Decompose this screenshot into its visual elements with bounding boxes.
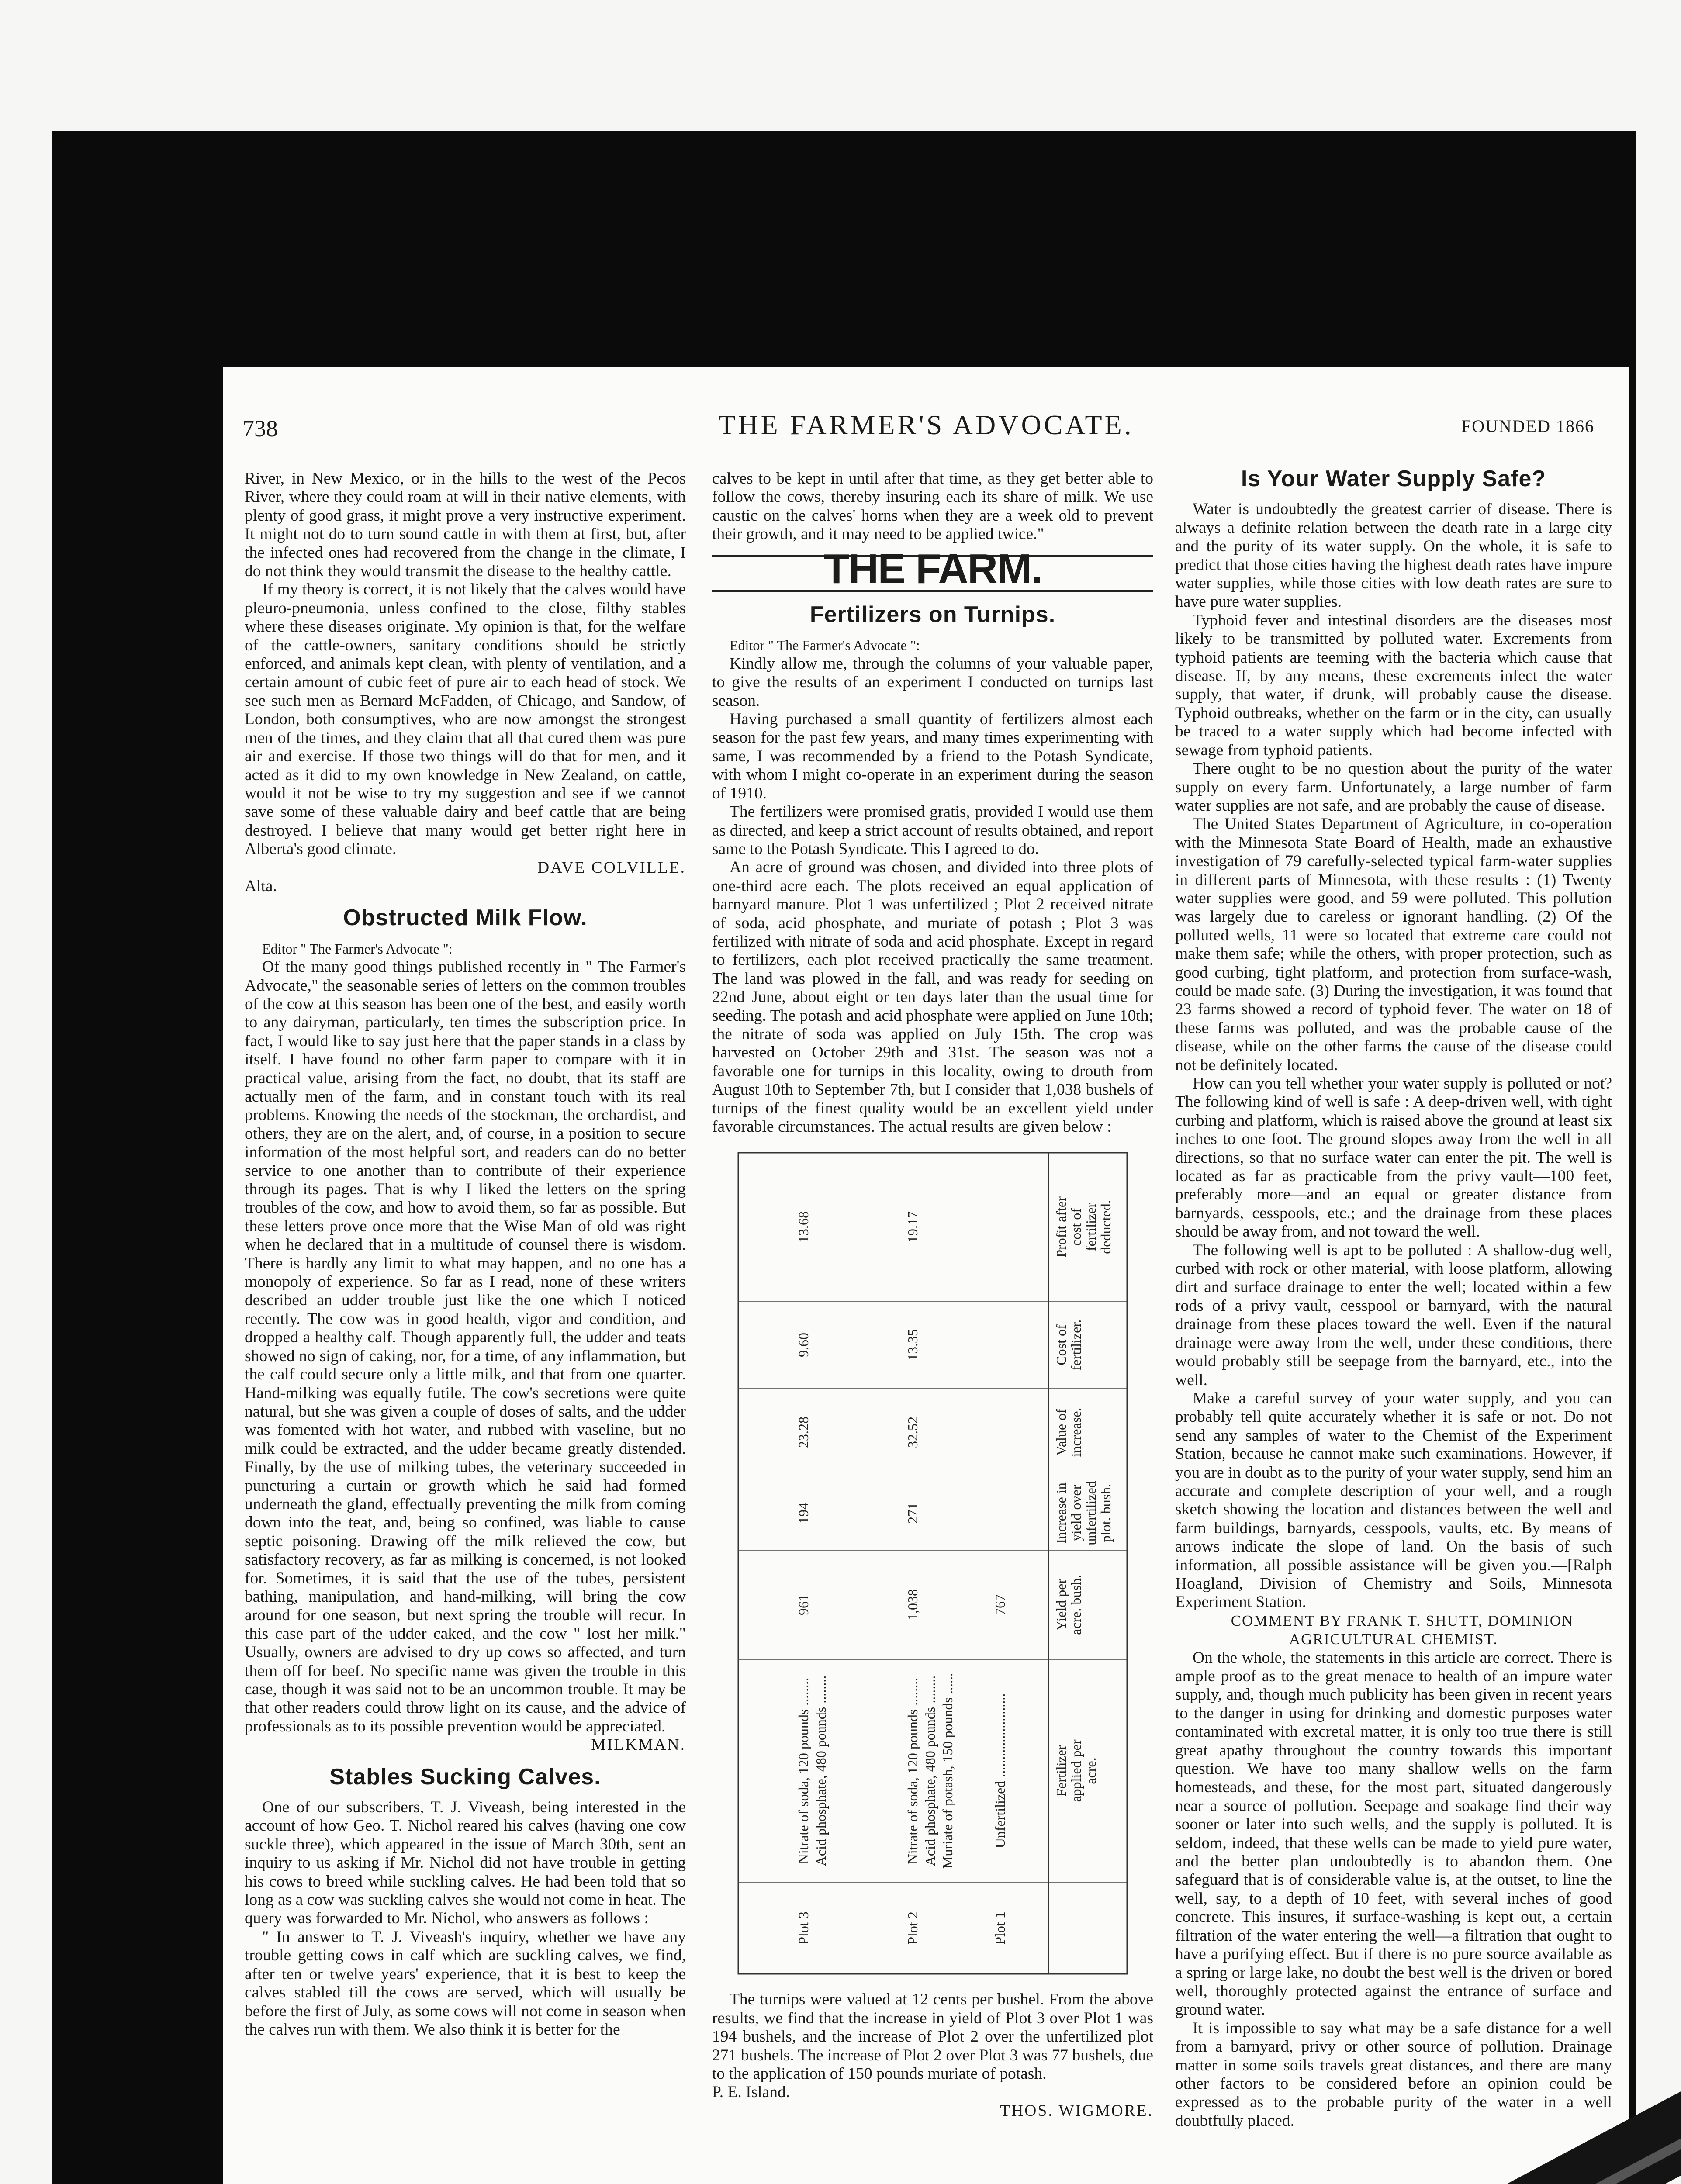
comment-heading: COMMENT BY FRANK T. SHUTT, DOMINION AGRICULTURAL CHEMIST. [1231,1612,1574,1648]
table-header-cell: Increase in [1053,1482,1069,1544]
table-value-cell: 23.28 [796,1417,811,1448]
table-header-cell: Profit after [1053,1196,1069,1258]
paragraph: The United States Department of Agriculture, in co-operation with the Minnesota State Board of Health, made an exhaustive investigation of 79 carefully-selected typical farm-water supplies in different parts of Minnesota, with these results : (1) Twenty water supplies were good, and 59 were polluted. This pollution was largely due to careless or ignorant handling. (2) Of the polluted wells, 11 were so located that extreme care could not make them safe; while the others, with proper protection, such as good curbing, tight platform, and protection from surface-wash, could be made safe. (3) During the investigation, it was found that 23 farms showed a record of typhoid fever. The water on 18 of these farms was polluted, and was the probable cause of the disease, while on the other farms the cause of the disease could not be definitely located. [1175,815,1612,1074]
table-yield-cell: 961 [796,1594,811,1616]
table-header-cell: Fertilizer [1053,1745,1069,1797]
table-header-cell: fertilizer [1083,1203,1099,1251]
calves-continuation: calves to be kept in until after that time, as they get better able to follow the cows, thereby insuring each its share of milk. We use caustic on the calves' horns when they are a week old to prevent their growth, and it may need to be applied twice." [712,470,1153,543]
table-fertilizer-cell: Acid phosphate, 480 pounds ........ [922,1676,938,1866]
editor-salutation: Editor " The Farmer's Advocate ": [262,940,453,957]
article-title-milk-flow: Obstructed Milk Flow. [343,905,588,931]
letter-signature: DAVE COLVILLE. [537,858,686,877]
article-title-water: Is Your Water Supply Safe? [1241,466,1546,491]
table-plot-label: Plot 3 [796,1911,811,1945]
table-header-cell: plot. bush. [1098,1484,1114,1543]
column-left [245,470,686,2039]
table-cost-cell: 13.35 [905,1329,920,1361]
letter-place: Alta. [245,877,277,895]
section-banner [712,545,1153,592]
table-header-cell: acre. [1083,1757,1099,1785]
table-plot-label: Plot 2 [905,1911,920,1945]
letter-continuation: River, in New Mexico, or in the hills to the west of the Pecos River, where they could roam at will in their native elements, with plenty of good grass, it might prove a very instructive experiment. It might not do to turn sound cattle in with them at first, but, after the infected ones had recovered from the change in the climate, I do not think they would transmit the disease to the healthy cattle. [245,470,686,581]
table-yield-cell: 767 [992,1594,1008,1616]
table-profit-cell: 13.68 [796,1211,811,1243]
paragraph: Typhoid fever and intestinal disorders are the diseases most likely to be transmitted by polluted water. Excrements from typhoid patients are teeming with the bacteria which cause that disease. If, by any means, these excrements infect the water supply, that water, if drunk, will probably cause the disease. Typhoid outbreaks, whether on the farm or in the city, can usually be traced to a water supply which had become infected with sewage from typhoid patients. [1175,611,1612,759]
paragraph: It is impossible to say what may be a safe distance for a well from a barnyard, privy or other source of pollution. Drainage matter in some soils travels great distances, and there are many other factors to be considered before an opinion could be expressed as to the probable purity of the water in a well doubtfully placed. [1175,2019,1612,2130]
table-fertilizer-cell: Muriate of potash, 150 pounds ...... [940,1673,955,1869]
paragraph: There ought to be no question about the purity of the water supply on every farm. Unfortunately, a large number of farm water supplies are not safe, and are probably the cause of disease. [1175,760,1612,815]
paragraph: On the whole, the statements in this article are correct. There is ample proof as to the great menace to health of an impure water supply, and, though much publicity has been given in recent years to the danger in using for drinking and domestic purposes water contaminated with excretal matter, it is only too true there is still great apathy throughout the country towards this important question. We have too many shallow wells on the farm homesteads, and these, for the most part, situated dangerously near a source of pollution. Seepage and soakage find their way sooner or later into such wells, and the supply is polluted. It is seldom, indeed, that these wells can be made to yield pure water, and the better plan undoubtedly is to abandon them. One safeguard that is of considerable value is, at the outset, to line the well, say, to a depth of 10 feet, with several inches of good concrete. This insures, if surface-washing is kept out, a certain filtration of the water entering the well—a filtration that ought to have a purifying effect. But if there is no pure source available as a spring or large lake, no doubt the best well is the driven or bored well, thoroughly protected against the entrance of surface and ground water. [1175,1648,1612,2019]
paragraph: The fertilizers were promised gratis, provided I would use them as directed, and keep a strict account of results obtained, and report same to the Potash Syndicate. This I agreed to do. [712,803,1153,858]
scan-margin-top [0,0,1681,131]
article-signature-milkman: MILKMAN. [591,1736,686,1754]
paragraph: An acre of ground was chosen, and divided into three plots of one-third acre each. The plots received an equal application of barnyard manure. Plot 1 was unfertilized ; Plot 2 received nitrate of soda, acid phosphate, and muriate of potash ; Plot 3 was fertilized with nitrate of soda and acid phosphate. Except in regard to fertilizers, each plot received practically the same treatment. The land was plowed in the fall, and was ready for seeding on 22nd June, about eight or ten days later than the usual time for seeding. The potash and acid phosphate were applied on June 10th; the nitrate of soda was applied on July 15th. The crop was harvested on October 29th and 31st. The season was not a favorable one for turnips in this locality, owing to drouth from August 10th to September 7th, but I consider that 1,038 bushels of turnips of the finest quality would be an excellent yield under favorable circumstances. The actual results are given below : [712,858,1153,1136]
table-increase-cell: 271 [905,1503,920,1524]
paragraph: Kindly allow me, through the columns of your valuable paper, to give the results of an experiment I conducted on turnips last season. [712,654,1153,710]
table-increase-cell: 194 [796,1503,811,1524]
paragraph: The following well is apt to be polluted : A shallow-dug well, curbed with rock or other material, with loose platform, allowing dirt and surface drainage to enter the well; located within a few rods of a privy vault, cesspool or barnyard, with the natural drainage from these places toward the well. Even if the natural drainage were away from the well, under these conditions, there would probably still be seepage from the barnyard, etc., into the well. [1175,1241,1612,1389]
article-title-calves: Stables Sucking Calves. [329,1764,601,1790]
table-header-cell: deducted. [1098,1200,1114,1254]
table-cost-cell: 9.60 [796,1333,811,1358]
article-body-calves: One of our subscribers, T. J. Viveash, being interested in the account of how Geo. T. Nichol reared his calves (having one cow suckle three), which appeared in the issue of March 30th, sent an inquiry to us asking if Mr. Nichol did not have trouble in getting his cows to breed while suckling calves. He had been told that so long as a cow was suckling calves she would not come in heat. The query was forwarded to Mr. Nichol, who answers as follows : [245,1798,686,1928]
article-body-milk-flow: Of the many good things published recently in " The Farmer's Advocate," the seasonable series of letters on the common troubles of the cow at this season has been one of the best, and easily worth to any dairyman, particularly, ten times the subscription price. In fact, I would like to say just here that the paper stands in a class by itself. I have found no other farm paper to compare with it in practical value, arising from the fact, no doubt, that its staff are actually men of the farm, and in constant touch with its real problems. Knowing the needs of the stockman, the orchardist, and others, they are on the alert, and, of course, in a position to secure information of the most helpful sort, and readers can do no better service to one another than to contribute of their experience through its pages. That is why I liked the letters on the spring troubles of the cow, and how to avoid them, so far as possible. But these letters prove once more that the Wise Man of old was right when he declared that in a multitude of counsel there is wisdom. There is hardly any limit to what may happen, and no one has a monopoly of experience. So far as I read, none of these writers described an udder trouble just like the one which I noticed recently. The cow was in good health, vigor and condition, and dropped a healthy calf. Though apparently full, the udder and teats showed no sign of caking, nor, for a time, of any inflammation, but the calf could secure only a little milk, and that from one quarter. Hand-milking was equally futile. The cow's secretions were quite natural, but she was given a couple of doses of salts, and the udder was fomented with hot water, and rubbed with vaseline, but no milk could be extracted, and the udder became greatly distended. Finally, by the use of milking tubes, the veterinary succeeded in puncturing a curtain or growth which he said had formed underneath the gland, effectually preventing the milk from coming down into the teat, and, being so confined, was liable to cause septic poisoning. Drawing off the milk relieved the cow, but satisfactory recovery, as far as milking is concerned, is not looked for. Sometimes, it is said that the use of the tubes, persistent bathing, manipulation, and hand-milking, will bring the cow around for one season, but next spring the trouble will recur. In this case part of the udder caked, and the cow " lost her milk." Usually, owners are advised to dry up cows so affected, and turn them off for beef. No specific name was given the trouble in this case, though it was said not to be an uncommon trouble. It may be that other readers could throw light on its cause, and the advice of professionals as to its possible prevention would be appreciated. [245,958,686,1735]
table-header-cell: Yield per [1053,1579,1069,1631]
table-value-cell: 32.52 [905,1417,920,1448]
results-table [712,1144,1153,1983]
paragraph: Make a careful survey of your water supply, and you can probably tell quite accurately whether it is safe or not. Do not send any samples of water to the Chemist of the Experiment Station, because he cannot make such examinations. However, if you are in doubt as to the purity of your water supply, send him an accurate and complete description of your well, and a rough sketch showing the location and distances between the well and farm buildings, barnyards, cesspools, vaults, etc. By means of arrows indicate the slope of land. On the basis of such information, all possible assistance will be given you.—[Ralph Hoagland, Division of Chemistry and Soils, Minnesota Experiment Station. [1175,1389,1612,1611]
paragraph: The turnips were valued at 12 cents per bushel. From the above results, we find that the increase in yield of Plot 3 over Plot 1 was 194 bushels, and the increase of Plot 2 over the unfertilized plot 271 bushels. The increase of Plot 2 over Plot 3 was 77 bushels, due to the application of 150 pounds muriate of potash. [712,1990,1153,2083]
table-header-cell: yield over [1068,1485,1084,1541]
masthead: THE FARMER'S ADVOCATE. [718,409,1134,440]
table-fertilizer-cell: Acid phosphate, 480 pounds ........ [813,1676,829,1866]
page-number: 738 [242,415,278,442]
table-header-cell: cost of [1068,1208,1084,1246]
scan-margin-right [1636,0,1681,2184]
table-header-cell: applied per [1068,1739,1084,1802]
founded-line: FOUNDED 1866 [1461,416,1595,436]
table-header-cell: fertilizer. [1068,1320,1084,1371]
table-fertilizer-cell: Nitrate of soda, 120 pounds ........ [796,1678,811,1864]
table-header-cell: increase. [1068,1408,1084,1457]
column-middle [712,470,1153,2120]
section-title: THE FARM. [823,545,1042,592]
letter-signature: THOS. WIGMORE. [1000,2101,1153,2120]
results-table-graphic [712,1144,1153,1983]
table-header-cell: Cost of [1053,1324,1069,1366]
table-fertilizer-cell: Unfertilized ........................ [992,1693,1008,1849]
table-header-cell: Value of [1053,1409,1069,1456]
article-title-fertilizers: Fertilizers on Turnips. [809,602,1056,628]
letter-place: P. E. Island. [712,2083,790,2101]
scan-margin-left [0,0,52,2184]
article-answer-calves: " In answer to T. J. Viveash's inquiry, whether we have any trouble getting cows in calf which are suckling calves, we find, after ten or twelve years' experience, that it is best to keep the calves stabled till the cows are served, which will usually be before the first of July, as some cows will not come in season when the calves run with them. We also think it is better for the [245,1928,686,2039]
paragraph: How can you tell whether your water supply is polluted or not? The following kind of well is safe : A deep-driven well, with tight curbing and platform, which is raised above the ground at least six inches to one foot. The ground slopes away from the well in all directions, so that no surface water can enter the pit. The well is located as far as practicable from the privy vault—100 feet, preferably more—and an equal or greater distance from barnyards, cesspools, etc.; and the drainage from these places should be away from, and not toward the well. [1175,1075,1612,1241]
table-header-cell: acre. bush. [1068,1575,1084,1635]
newspaper-page [223,367,1629,2184]
table-yield-cell: 1,038 [905,1589,920,1621]
column-right [1175,466,1612,2130]
paragraph: Water is undoubtedly the greatest carrier of disease. There is always a definite relation between the death rate in a large city and the purity of its water supply. On the whole, it is safe to predict that those cities having the highest death rates have impure water supplies, while those cities with low death rates are sure to have pure water supplies. [1175,500,1612,611]
table-profit-cell: 19.17 [905,1211,920,1243]
paragraph: Having purchased a small quantity of fertilizers almost each season for the past few years, and many times experimenting with same, I was recommended by a friend to the Potash Syndicate, with whom I might co-operate in an experiment during the season of 1910. [712,710,1153,802]
table-header-cell: unfertilized [1083,1481,1099,1546]
letter-paragraph: If my theory is correct, it is not likely that the calves would have pleuro-pneumonia, unless confined to the close, filthy stables where these diseases originate. My opinion is that, for the welfare of the cattle-owners, sanitary conditions should be strictly enforced, and animals kept clean, with plenty of ventilation, and a certain amount of cubic feet of pure air to each head of stock. We see such men as Bernard McFadden, of Chicago, and Sandow, of London, both consumptives, who are now amongst the strongest men of the times, and they claim that all that cured them was pure air and exercise. If those two things will do that for men, and it acted as it did to my own knowledge in New Zealand, on cattle, would it not be wise to try my suggestion and see if we cannot save some of these valuable dairy and beef cattle that are being destroyed. I believe that many would get better right here in Alberta's good climate. [245,581,686,858]
table-fertilizer-cell: Nitrate of soda, 120 pounds ........ [905,1678,920,1864]
editor-salutation: Editor " The Farmer's Advocate ": [730,637,920,653]
table-plot-label: Plot 1 [992,1911,1008,1945]
